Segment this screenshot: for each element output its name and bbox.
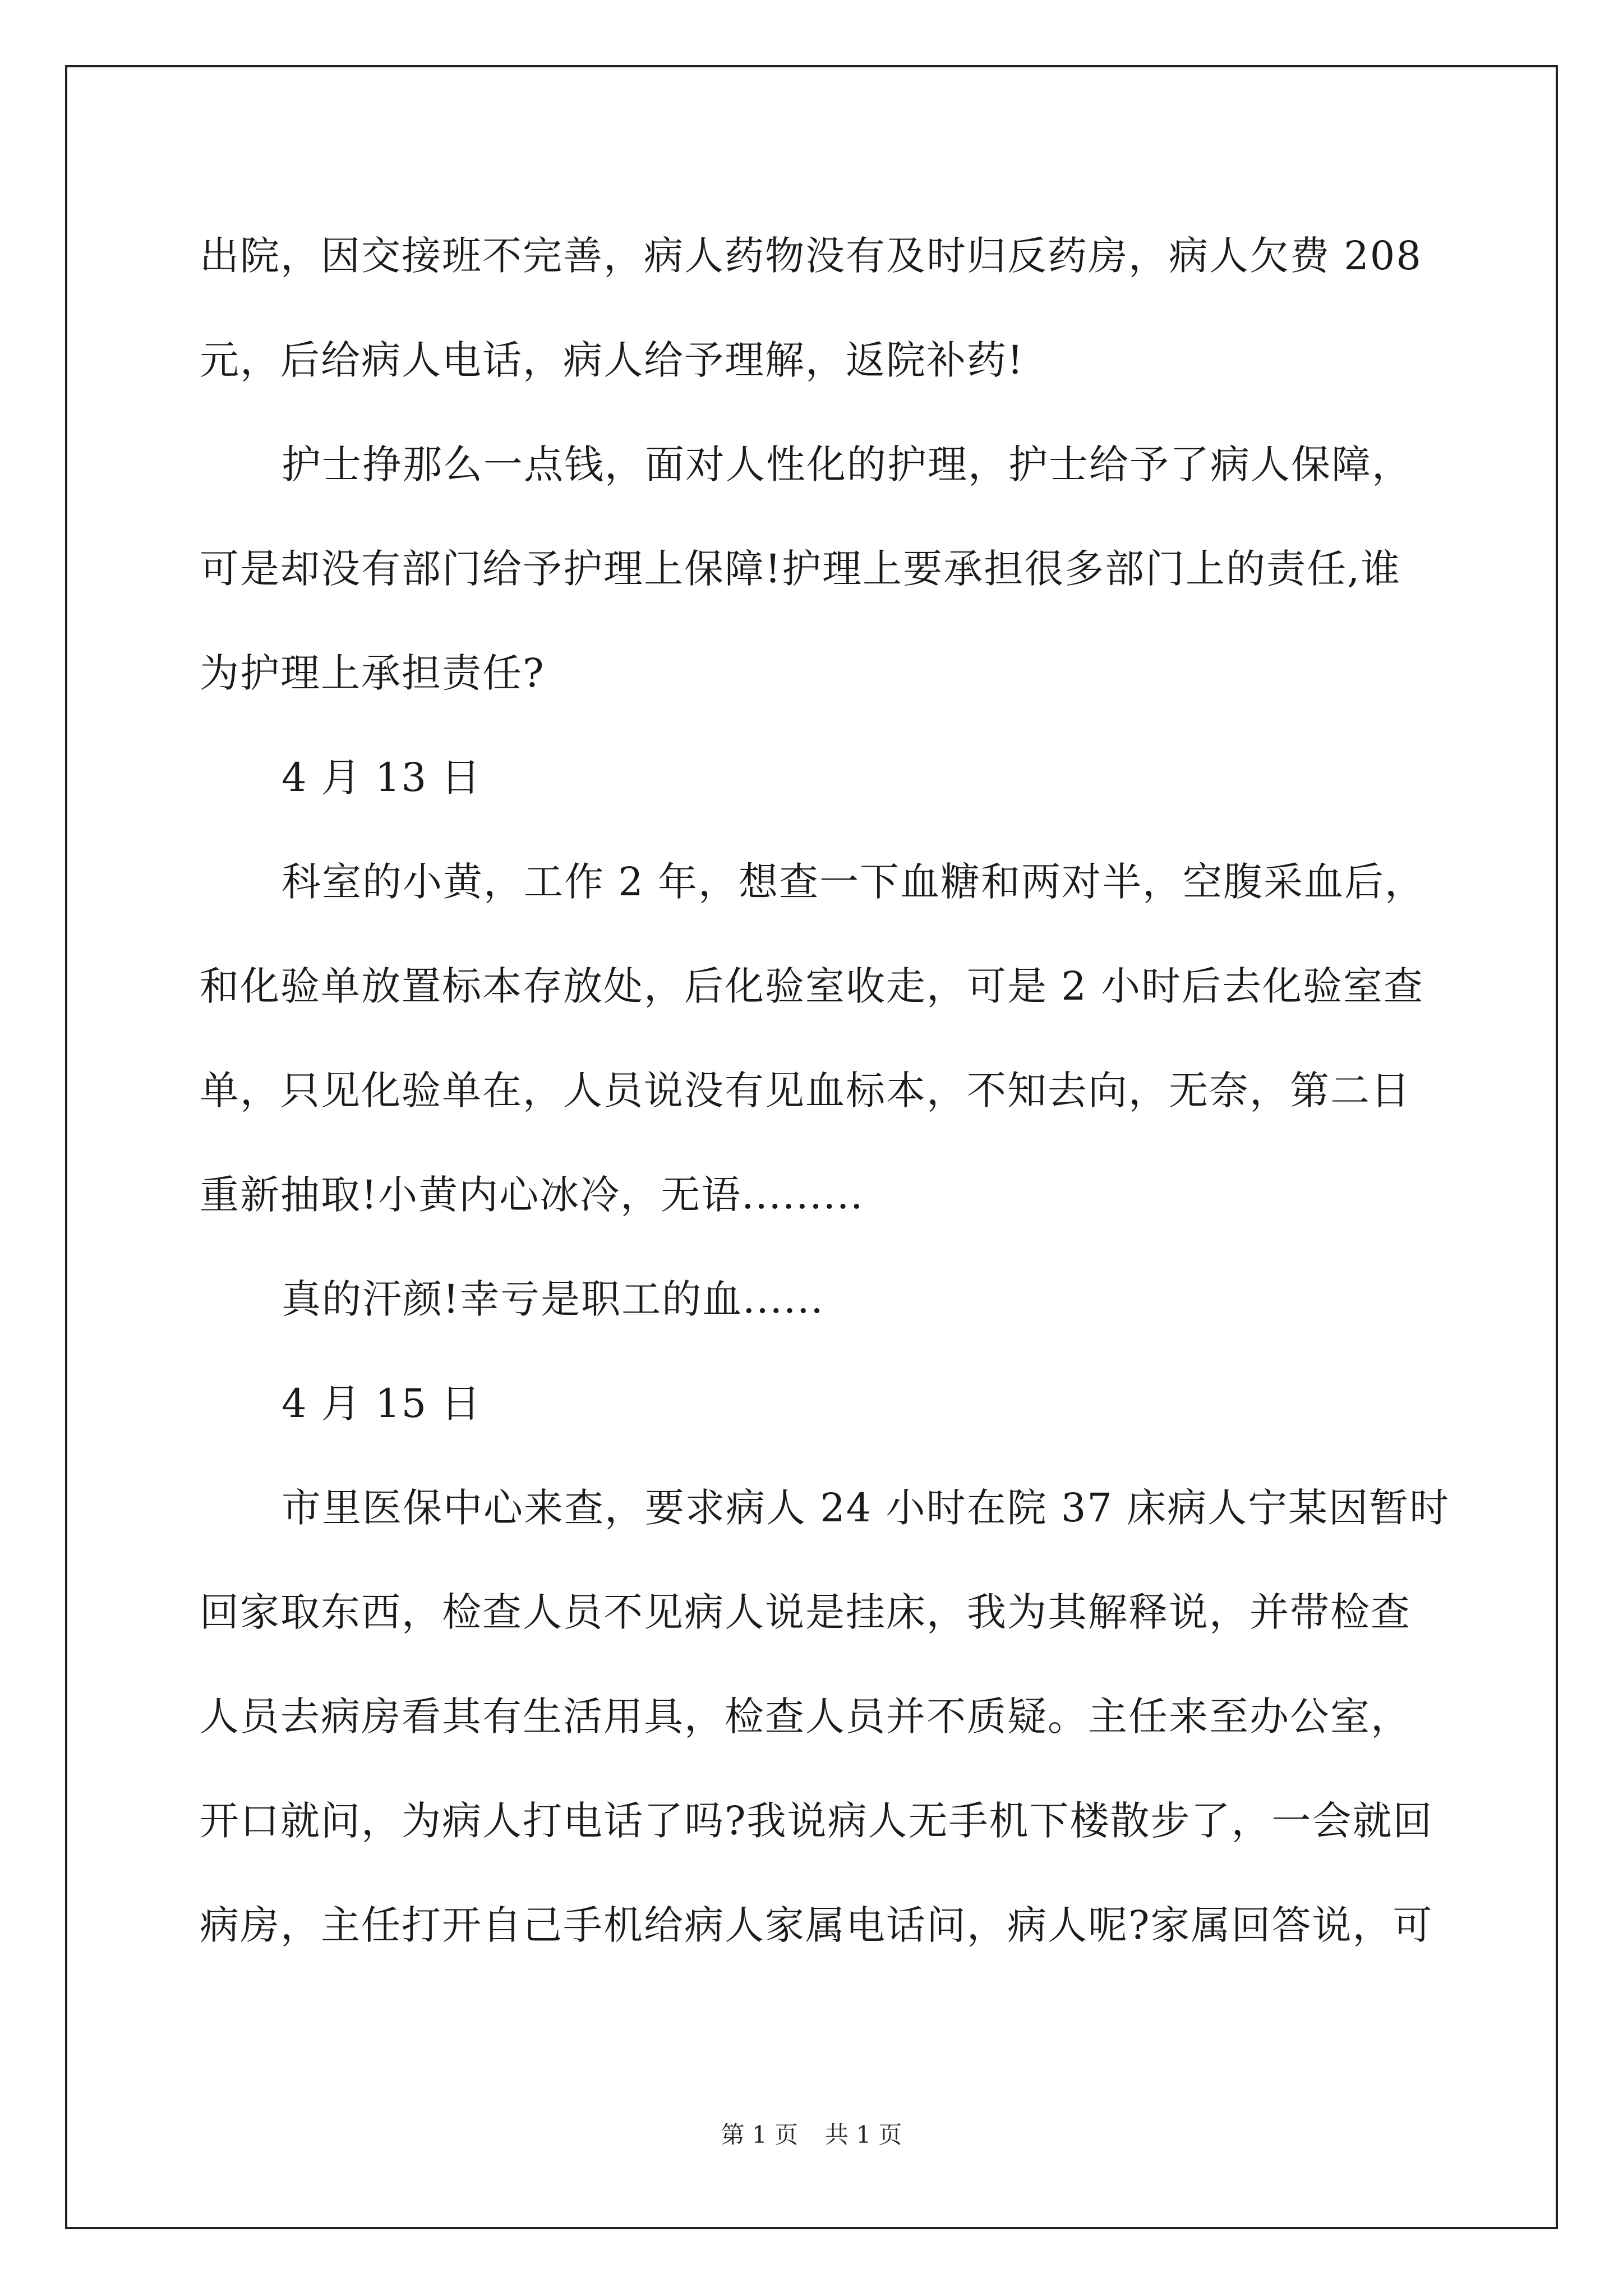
text-line: 为护理上承担责任? [200, 650, 545, 696]
text-line: 市里医保中心来查，要求病人 24 小时在院 37 床病人宁某因暂时 [282, 1485, 1450, 1531]
text-line: 人员去病房看其有生活用具，检查人员并不质疑。主任来至办公室， [200, 1694, 1411, 1740]
text-line: 单，只见化验单在，人员说没有见血标本，不知去向，无奈，第二日 [200, 1068, 1411, 1114]
text-line: 开口就问，为病人打电话了吗?我说病人无手机下楼散步了，一会就回 [200, 1798, 1433, 1844]
page-number: 第 1 页 [721, 2121, 798, 2148]
text-line: 可是却没有部门给予护理上保障!护理上要承担很多部门上的责任,谁 [200, 546, 1401, 592]
date-heading: 4 月 15 日 [282, 1381, 482, 1427]
text-line: 回家取东西，检查人员不见病人说是挂床，我为其解释说，并带检查 [200, 1589, 1411, 1635]
text-line: 真的汗颜!幸亏是职工的血...... [282, 1276, 824, 1322]
document-body [200, 204, 1450, 1977]
text-line: 护士挣那么一点钱，面对人性化的护理，护士给予了病人保障， [282, 441, 1412, 487]
total-pages: 共 1 页 [825, 2121, 902, 2148]
text-line: 重新抽取!小黄内心冰冷，无语......... [200, 1172, 864, 1218]
text-line: 和化验单放置标本存放处，后化验室收走，可是 2 小时后去化验室查 [200, 963, 1424, 1009]
text-line: 病房，主任打开自己手机给病人家属电话问，病人呢?家属回答说，可 [200, 1902, 1433, 1948]
text-line: 科室的小黄，工作 2 年，想查一下血糖和两对半，空腹采血后， [282, 859, 1426, 905]
date-heading: 4 月 13 日 [282, 754, 482, 800]
page-footer [0, 2118, 1623, 2152]
text-line: 元，后给病人电话，病人给予理解，返院补药! [200, 337, 1025, 383]
text-line: 出院，因交接班不完善，病人药物没有及时归反药房，病人欠费 208 [200, 233, 1422, 279]
